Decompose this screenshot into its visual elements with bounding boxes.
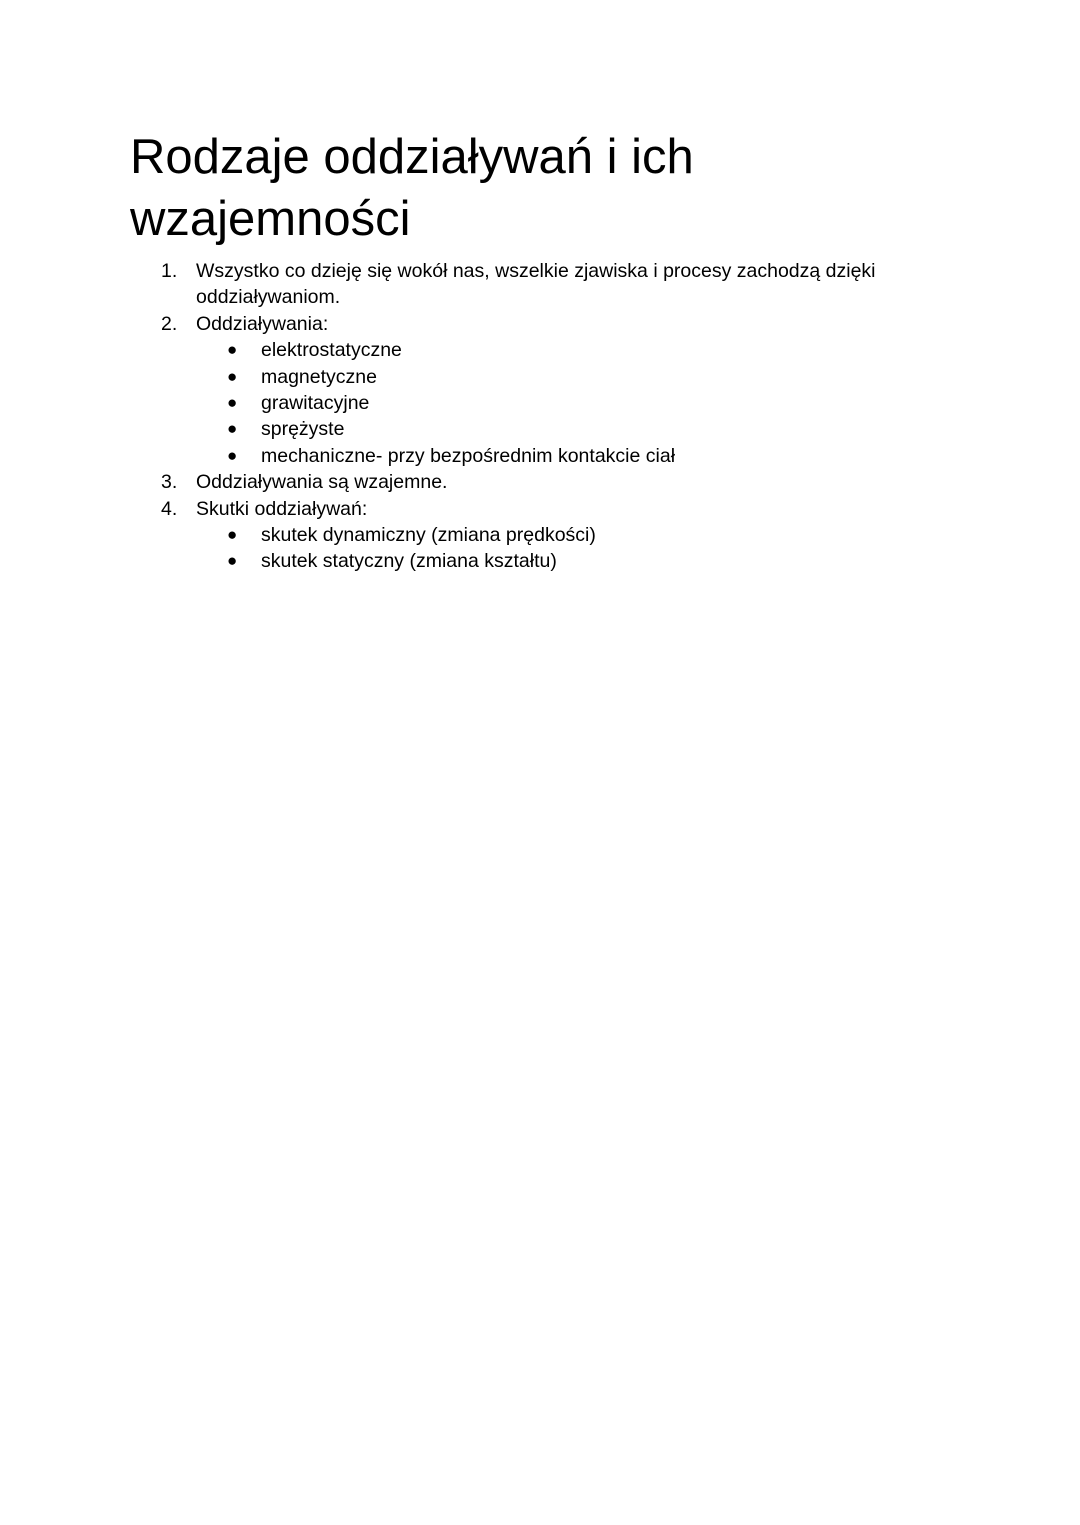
list-item-text: Oddziaływania są wzajemne. [196, 471, 448, 494]
bullet-text: sprężyste [261, 418, 345, 441]
bullet-item [0, 390, 1080, 416]
list-item-number: 4. [161, 497, 178, 520]
page-title: Rodzaje oddziaływań i ich wzajemności [130, 130, 694, 246]
list-item-text: Wszystko co dzieję się wokół nas, wszelkie zjawiska i procesy zachodzą dzięki oddziaływaniom. [196, 260, 876, 309]
bullet-text: skutek statyczny (zmiana kształtu) [261, 550, 557, 573]
list-item-text: Skutki oddziaływań: [196, 497, 368, 520]
bullet-item [0, 364, 1080, 390]
list-item-3 [0, 469, 1080, 495]
numbered-list [0, 258, 1080, 575]
list-item-number: 1. [161, 260, 178, 282]
bullet-item [0, 548, 1080, 574]
list-item-2 [0, 311, 1080, 337]
bullet-icon: ● [227, 525, 238, 545]
bullet-icon: ● [227, 419, 238, 439]
list-item-number: 2. [161, 312, 178, 335]
bullet-icon: ● [227, 366, 238, 386]
bullet-list [0, 522, 1080, 575]
list-item-4 [0, 496, 1080, 522]
bullet-list [0, 337, 1080, 469]
list-item-text: Oddziaływania: [196, 312, 329, 335]
bullet-icon: ● [227, 551, 238, 571]
bullet-text: magnetyczne [261, 365, 377, 388]
bullet-text: mechaniczne- przy bezpośrednim kontakcie ciał [261, 444, 676, 467]
bullet-item [0, 337, 1080, 363]
bullet-text: grawitacyjne [261, 392, 370, 415]
bullet-item [0, 416, 1080, 442]
list-item-number: 3. [161, 471, 178, 494]
bullet-icon: ● [227, 393, 238, 413]
list-item-1 [0, 258, 1080, 311]
bullet-text: skutek dynamiczny (zmiana prędkości) [261, 524, 596, 547]
bullet-icon: ● [227, 445, 238, 465]
bullet-text: elektrostatyczne [261, 339, 402, 362]
bullet-item [0, 443, 1080, 469]
bullet-icon: ● [227, 340, 238, 360]
bullet-item [0, 522, 1080, 548]
